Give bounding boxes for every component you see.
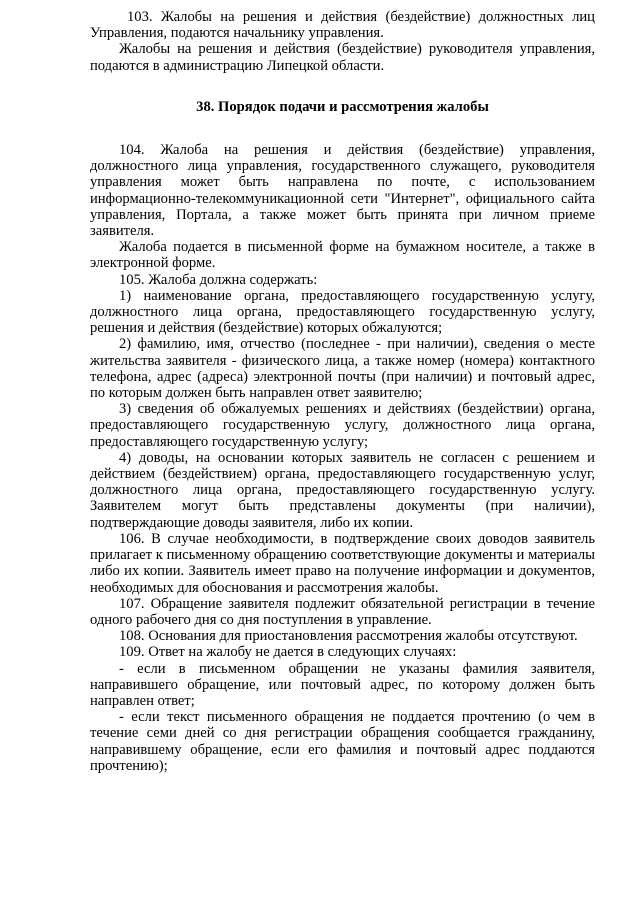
- paragraph-105-item-2: 2) фамилию, имя, отчество (последнее - при наличии), сведения о месте жительства заявителя - физического лица, а также номер (номера) контактного телефона, адрес (адреса) электронной почты (при наличии) и почтовый адрес, по которым должен быть направлен ответ заявителю;: [90, 336, 595, 402]
- section-heading: 38. Порядок подачи и рассмотрения жалобы: [196, 98, 489, 115]
- paragraph-108: 108. Основания для приостановления рассмотрения жалобы отсутствуют.: [119, 628, 578, 645]
- paragraph-105: 105. Жалоба должна содержать:: [119, 271, 318, 288]
- paragraph-104: 104. Жалоба на решения и действия (бездействие) управления, должностного лица управления, государственного служащего, руководителя управления может быть направлена по почте, с использованием информационно-телекоммуникационной сети "Интернет", официального сайта управления, Портала, а также может быть принята при личном приеме заявителя.: [90, 142, 595, 240]
- paragraph-103-cont: Жалобы на решения и действия (бездействие) руководителя управления, подаются в администрацию Липецкой области.: [90, 41, 595, 74]
- paragraph-105-item-1: 1) наименование органа, предоставляющего государственную услугу, должностного лица органа, предоставляющего государственную услугу, решения и действия (бездействие) которых обжалуются;: [90, 287, 595, 337]
- paragraph-107: 107. Обращение заявителя подлежит обязательной регистрации в течение одного рабочего дня со дня поступления в управление.: [90, 595, 595, 628]
- paragraph-104-form: Жалоба подается в письменной форме на бумажном носителе, а также в электронной форме.: [90, 239, 595, 272]
- paragraph-109-item-2: - если текст письменного обращения не поддается прочтению (о чем в течение семи дней со дня регистрации обращения сообщается гражданину, направившему обращение, если его фамилия и почтовый адрес поддаются прочтению);: [90, 709, 595, 774]
- paragraph-109: 109. Ответ на жалобу не дается в следующих случаях:: [119, 644, 457, 661]
- paragraph-105-item-3: 3) сведения об обжалуемых решениях и действиях (бездействии) органа, предоставляющего государственную услугу, должностного лица органа, предоставляющего государственную услугу;: [90, 401, 595, 450]
- paragraph-105-item-4: 4) доводы, на основании которых заявитель не согласен с решением и действием (бездействием) органа, предоставляющего государственную услуг, должностного лица органа, предоставляющего государственную услугу. Заявителем могут быть представлены документы (при наличии), подтверждающие доводы заявителя, либо их копии.: [90, 449, 595, 531]
- document-body: [90, 9, 595, 774]
- paragraph-106: 106. В случае необходимости, в подтверждение своих доводов заявитель прилагает к письменному обращению соответствующие документы и материалы либо их копии. Заявитель имеет право на получение информации и документов, необходимых для обоснования и рассмотрения жалобы.: [90, 530, 595, 596]
- paragraph-103: 103. Жалобы на решения и действия (бездействие) должностных лиц Управления, подаются начальнику управления.: [90, 9, 595, 42]
- paragraph-109-item-1: - если в письменном обращении не указаны фамилия заявителя, направившего обращение, или почтовый адрес, по которому должен быть направлен ответ;: [90, 660, 595, 709]
